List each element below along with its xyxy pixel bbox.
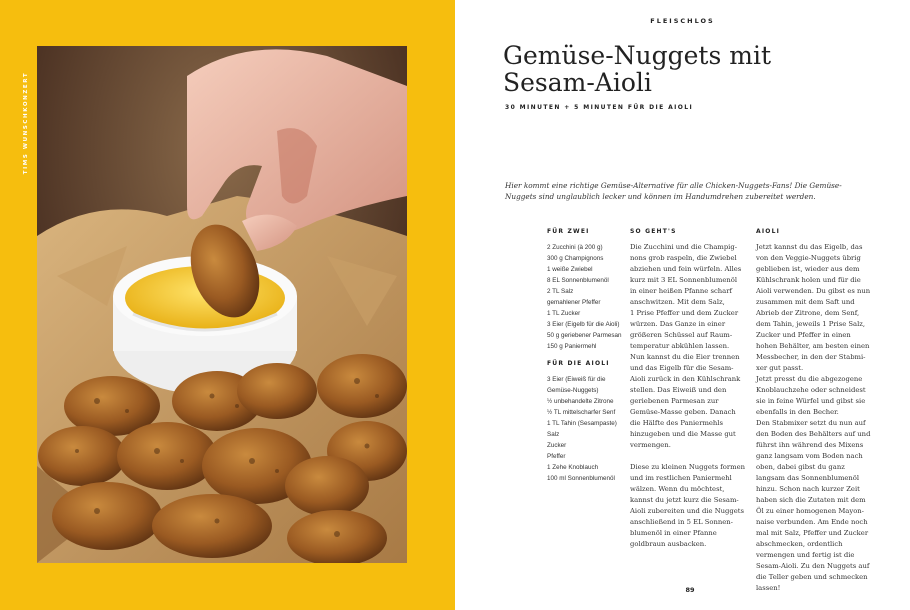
photo-illustration	[37, 46, 407, 563]
aioli-ingredient-item: Pfeffer	[547, 453, 566, 460]
aioli-ingredient-item: 1 Zehe Knoblauch	[547, 464, 599, 471]
recipe-title	[503, 42, 771, 96]
aioli-ingredient-item: 1 TL Tahin (Sesampaste)	[547, 420, 617, 427]
ingredients-column	[547, 228, 627, 484]
nuggets-pile	[38, 354, 407, 563]
method-heading: SO GEHT'S	[630, 228, 677, 235]
method-paragraph-1: Die Zucchini und die Champig- nons grob raspeln, die Zwiebel abziehen und fein würfeln. Alles kurz mit 3 EL Sonnenblumenöl in einer heißen Pfanne scharf anschwitzen. Mit dem Salz, 1 Prise Pfeffer und dem Zucker würzen. Das Ganze in einer größeren Schüssel auf Raum- temperatur abkühlen lassen. Nun kannst du die Eier trennen und das Eigelb für die Sesam- Aioli zurück in den Kühlschrank stellen. Das Eiweiß und den geriebenen Parmesan zur Gemüse-Masse geben. Danach die Hälfte des Paniermehls hinzugeben und die Masse gut vermengen.	[630, 243, 742, 449]
ingredient-item: 1 TL Zucker	[547, 310, 581, 317]
ingredients-heading: FÜR ZWEI	[547, 228, 590, 235]
ingredient-item: 8 EL Sonnenblumenöl	[547, 277, 609, 284]
side-label-text: TIMS WUNSCHKONZERT	[23, 71, 29, 175]
recipe-category: FLEISCHLOS	[650, 17, 715, 25]
aioli-paragraph: Jetzt kannst du das Eigelb, das von den Veggie-Nuggets übrig geblieben ist, wieder aus dem Kühlschrank holen und für die Aioli verwenden. Du gibst es nun zusammen mit dem Saft und Abrieb der Zitrone, dem Senf, dem Tahin, jeweils 1 Prise Salz, Zucker und Pfeffer in einen hohen Behälter, am besten einen Messbecher, in den der Stabmi- xer gut passt. Jetzt presst du die abgezogene Knoblauchzehe oder schneidest sie in feine Würfel und gibst sie ebenfalls in den Becher. Den Stabmixer setzt du nun auf den Boden des Behälters auf und führst ihn während des Mixens ganz langsam vom Boden nach oben, dabei gibst du ganz langsam das Sonnenblumenöl hinzu. Schon nach kurzer Zeit haben sich die Zutaten mit dem Öl zu einer homogenen Mayon- naise verbunden. Am Ende noch mal mit Salz, Pfeffer und Zucker abschmecken, ordentlich vermengen und fertig ist die Sesam-Aioli. Zu den Nuggets auf die Teller geben und schmecken lassen!	[756, 243, 871, 592]
aioli-ingredient-item: ½ TL mittelscharfer Senf	[547, 409, 616, 416]
ingredient-item: 300 g Champignons	[547, 255, 604, 262]
ingredient-item: 50 g geriebener Parmesan	[547, 332, 622, 339]
ingredient-item: 2 Zucchini (à 200 g)	[547, 244, 603, 251]
aioli-ingredient-item: ½ unbehandelte Zitrone	[547, 398, 614, 405]
ingredient-item: 3 Eier (Eigelb für die Aioli)	[547, 321, 620, 328]
side-label	[16, 50, 29, 210]
aioli-ingredient-item: 3 Eier (Eiweiß für die Gemüse-Nuggets)	[547, 376, 606, 394]
aioli-ingredients-list	[547, 374, 627, 484]
method-column	[630, 228, 750, 550]
ingredient-item: 1 weiße Zwiebel	[547, 266, 593, 273]
recipe-title-line-2: Sesam-Aioli	[503, 68, 652, 97]
recipe-intro: Hier kommt eine richtige Gemüse-Alternative für alle Chicken-Nuggets-Fans! Die Gemüse-Nuggets sind unglaublich lecker und können im Handumdrehen zubereitet werden.	[505, 181, 842, 201]
ingredient-item: gemahlener Pfeffer	[547, 299, 601, 306]
aioli-heading: AIOLI	[756, 228, 781, 235]
ingredient-item: 2 TL Salz	[547, 288, 574, 295]
right-page	[455, 0, 910, 610]
recipe-time: 30 MINUTEN + 5 MINUTEN FÜR DIE AIOLI	[505, 104, 694, 111]
aioli-ingredients-heading: FÜR DIE AIOLI	[547, 360, 610, 367]
aioli-ingredient-item: Zucker	[547, 442, 567, 449]
method-paragraph-2: Diese zu kleinen Nuggets formen und im restlichen Paniermehl wälzen. Wenn du möchtest, kannst du jetzt kurz die Sesam- Aioli zubereiten und die Nuggets anschließend in 5 EL Sonnen- blumenöl in einer Pfanne goldbraun ausbacken.	[630, 463, 745, 548]
recipe-title-line-1: Gemüse-Nuggets mit	[503, 41, 771, 70]
aioli-column	[756, 228, 881, 594]
recipe-photo	[37, 46, 407, 563]
ingredients-list	[547, 242, 627, 352]
ingredient-item: 150 g Paniermehl	[547, 343, 597, 350]
aioli-ingredient-item: Salz	[547, 431, 560, 438]
page-number: 89	[685, 586, 695, 594]
aioli-ingredient-item: 100 ml Sonnenblumenöl	[547, 475, 615, 482]
